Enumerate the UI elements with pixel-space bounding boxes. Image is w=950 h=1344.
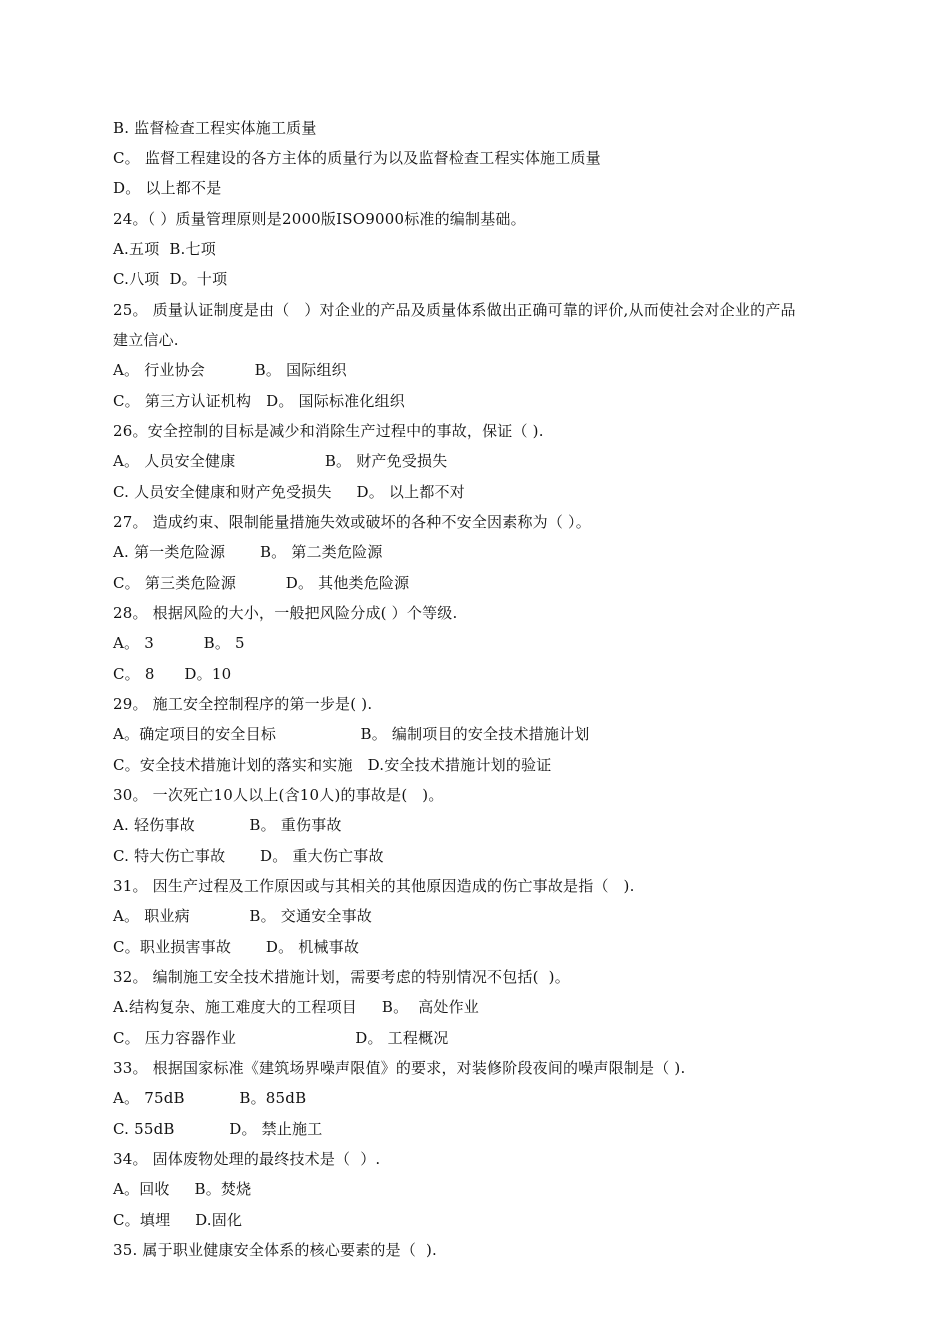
text-line: C。填埋 D.固化 <box>113 1211 243 1229</box>
text-line: C.八项 D。十项 <box>113 270 228 288</box>
text-line: 建立信心. <box>113 331 179 349</box>
text-line: A. 第一类危险源 B。 第二类危险源 <box>113 543 383 561</box>
text-line: D。 以上都不是 <box>113 179 222 197</box>
text-line: A. 轻伤事故 B。 重伤事故 <box>113 816 342 834</box>
text-line: C. 人员安全健康和财产免受损失 D。 以上都不对 <box>113 483 465 501</box>
question-35: 35. 属于职业健康安全体系的核心要素的是（ ). <box>113 1241 437 1259</box>
question-29: 29。 施工安全控制程序的第一步是( ). <box>113 695 373 713</box>
text-line: A.五项 B.七项 <box>113 240 216 258</box>
text-line: C。 压力容器作业 D。 工程概况 <box>113 1029 449 1047</box>
text-line: A。回收 B。焚烧 <box>113 1180 252 1198</box>
question-34: 34。 固体废物处理的最终技术是（ ）. <box>113 1150 381 1168</box>
question-25: 25。 质量认证制度是由（ ）对企业的产品及质量体系做出正确可靠的评价,从而使社会对企业的产品 <box>113 301 796 319</box>
question-28: 28。 根据风险的大小，一般把风险分成( ）个等级. <box>113 604 458 622</box>
text-line: A。 行业协会 B。 国际组织 <box>113 361 347 379</box>
question-33: 33。 根据国家标准《建筑场界噪声限值》的要求，对装修阶段夜间的噪声限制是（ ). <box>113 1059 686 1077</box>
text-line: C。 第三类危险源 D。 其他类危险源 <box>113 574 410 592</box>
text-line: B. 监督检查工程实体施工质量 <box>113 119 317 137</box>
text-line: C。 第三方认证机构 D。 国际标准化组织 <box>113 392 405 410</box>
text-line: A。 75dB B。85dB <box>113 1089 307 1107</box>
text-line: A。 人员安全健康 B。 财产免受损失 <box>113 452 448 470</box>
question-32: 32。 编制施工安全技术措施计划，需要考虑的特别情况不包括( )。 <box>113 968 570 986</box>
text-line: A。 3 B。 5 <box>113 634 245 652</box>
text-line: C。 监督工程建设的各方主体的质量行为以及监督检查工程实体施工质量 <box>113 149 601 167</box>
text-line: C。 8 D。10 <box>113 665 232 683</box>
text-line: C. 特大伤亡事故 D。 重大伤亡事故 <box>113 847 384 865</box>
text-line: A.结构复杂、施工难度大的工程项目 B。 高处作业 <box>113 998 480 1016</box>
question-30: 30。 一次死亡10人以上(含10人)的事故是( )。 <box>113 786 444 804</box>
text-line: C. 55dB D。 禁止施工 <box>113 1120 323 1138</box>
question-26: 26。安全控制的目标是减少和消除生产过程中的事故，保证（ ). <box>113 422 544 440</box>
text-line: C。职业损害事故 D。 机械事故 <box>113 938 360 956</box>
question-24: 24。（ ）质量管理原则是2000版ISO9000标准的编制基础。 <box>113 210 526 228</box>
question-31: 31。 因生产过程及工作原因或与其相关的其他原因造成的伤亡事故是指（ ). <box>113 877 635 895</box>
text-line: A。确定项目的安全目标 B。 编制项目的安全技术措施计划 <box>113 725 590 743</box>
question-27: 27。 造成约束、限制能量措施失效或破坏的各种不安全因素称为（ ）。 <box>113 513 591 531</box>
text-line: C。安全技术措施计划的落实和实施 D.安全技术措施计划的验证 <box>113 756 552 774</box>
text-line: A。 职业病 B。 交通安全事故 <box>113 907 373 925</box>
